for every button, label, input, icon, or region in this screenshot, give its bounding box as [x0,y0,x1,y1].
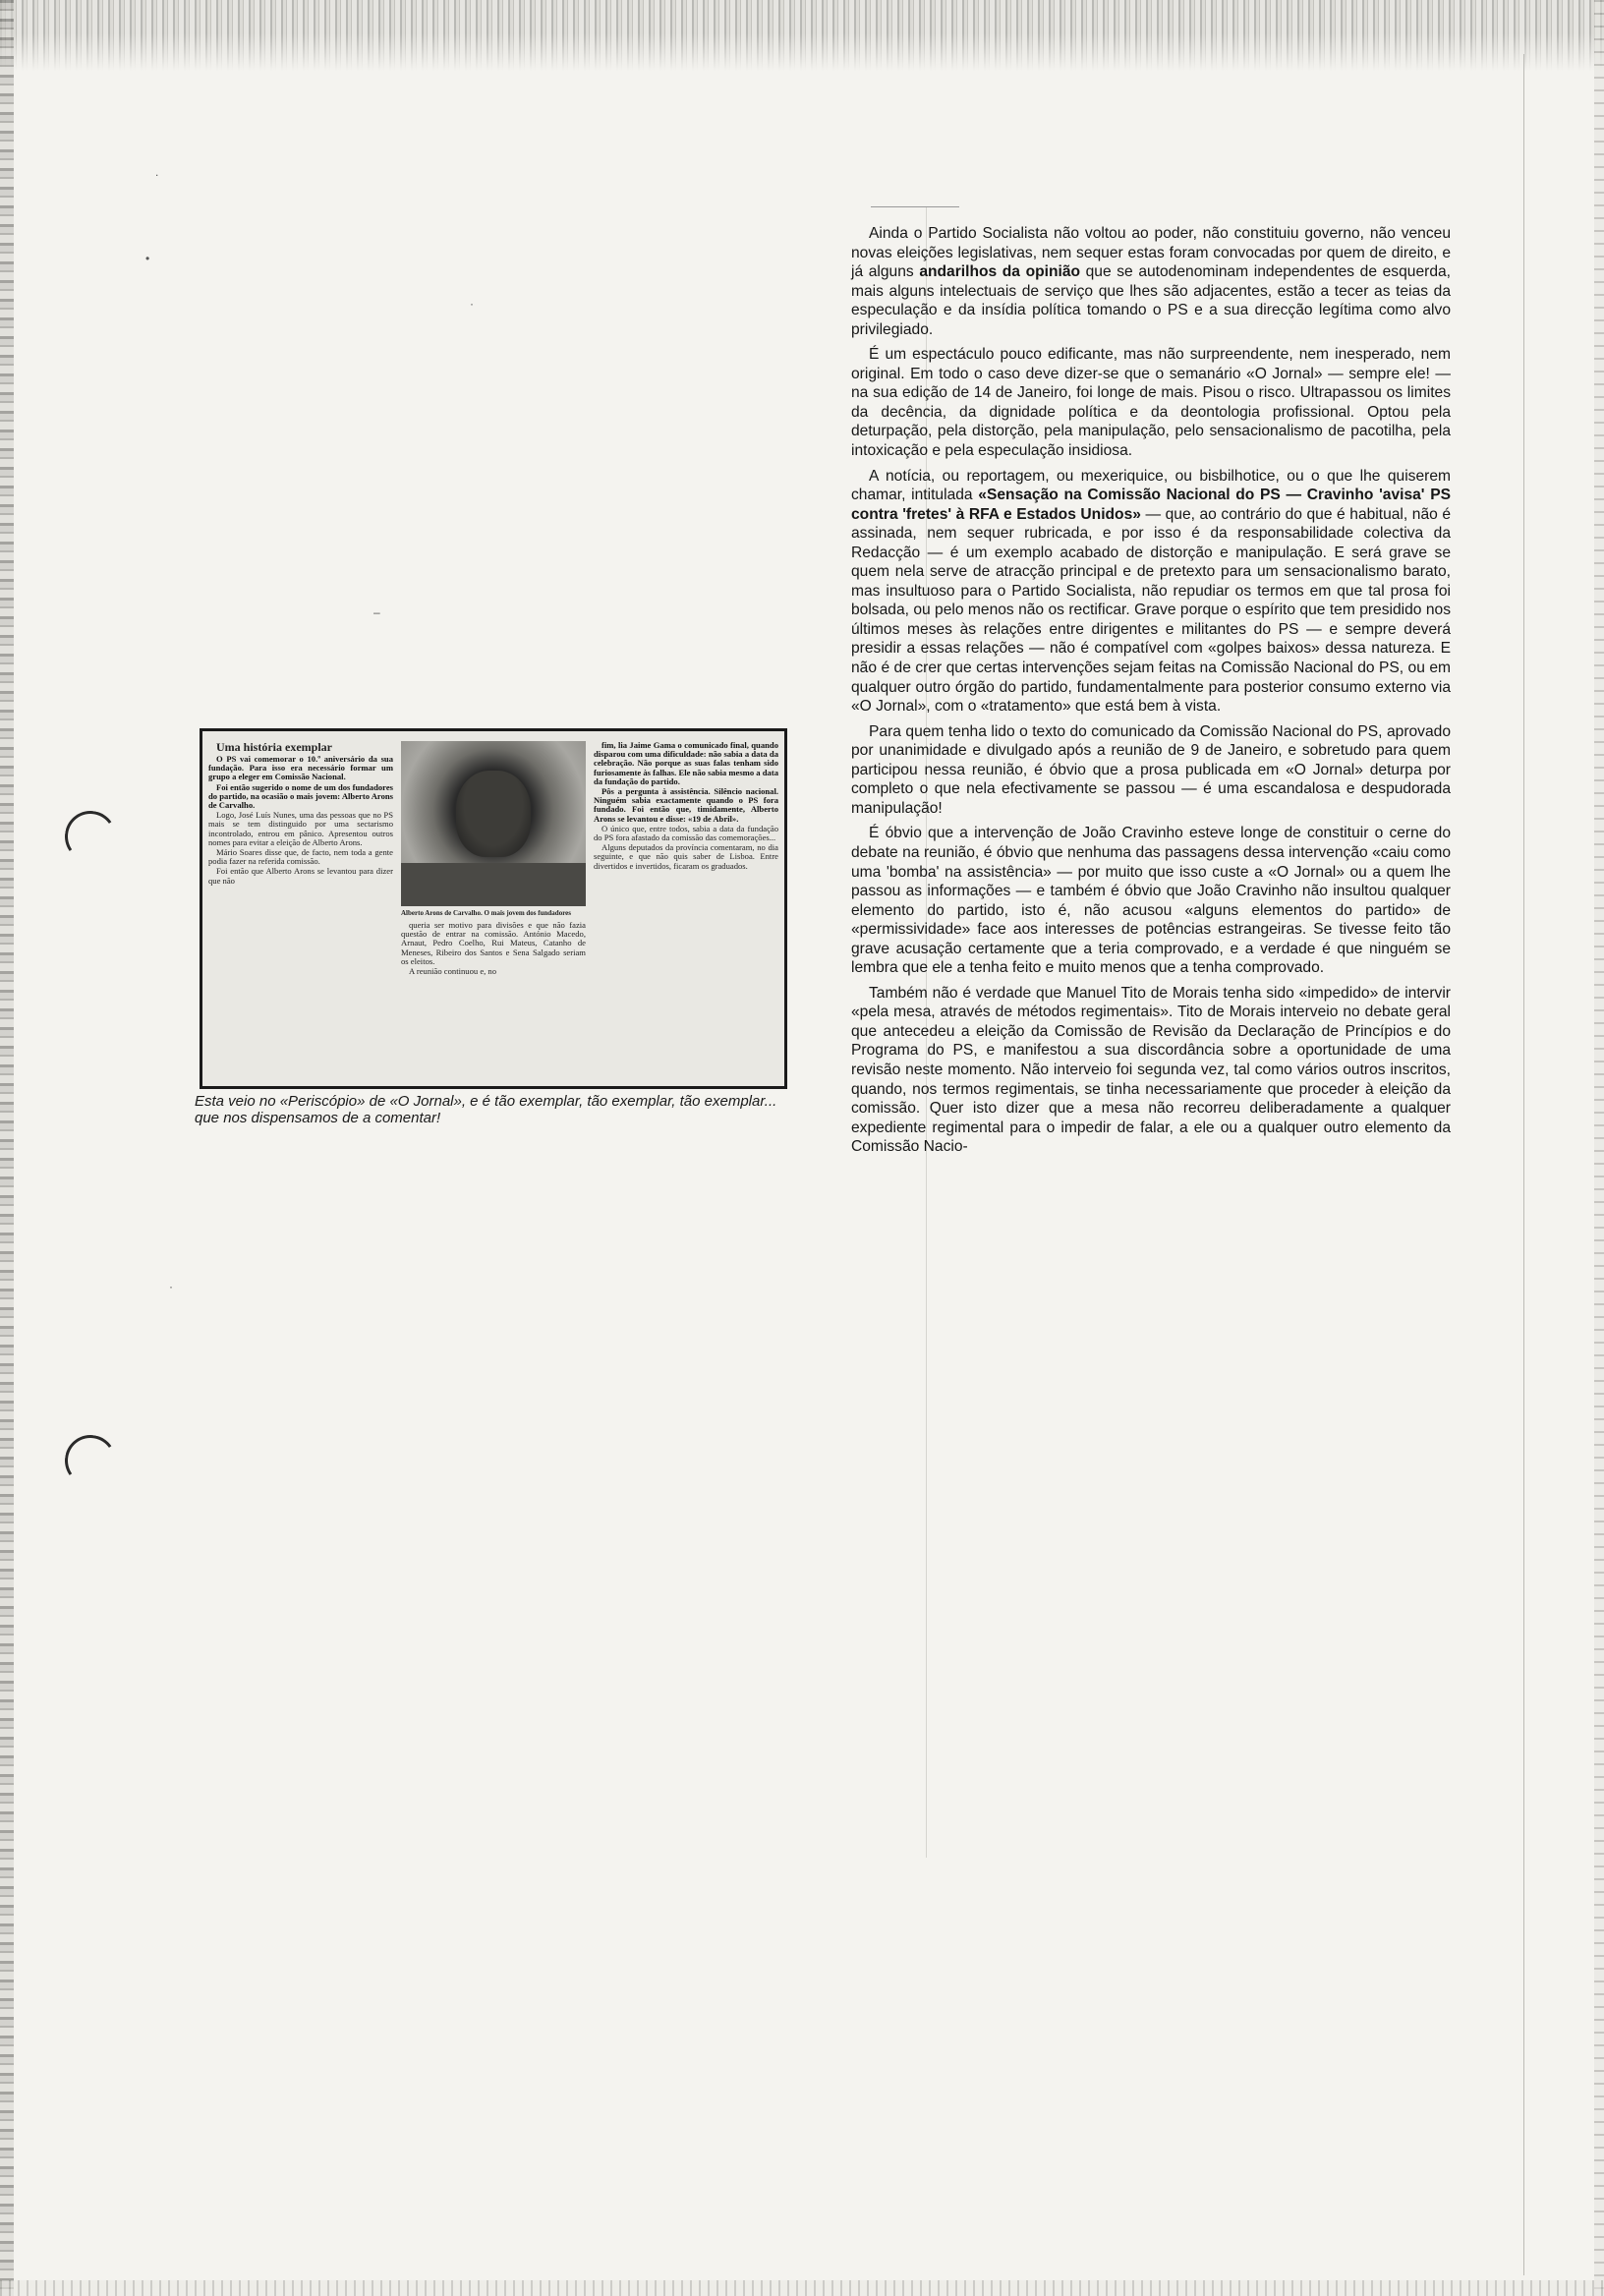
speck: – [373,605,380,619]
scan-edge-left [0,0,14,2296]
clipping-paragraph: A reunião continuou e, no [409,966,497,977]
clipping-paragraph: Foi então sugerido o nome de um dos fundadores do partido, na ocasião o mais jovem: Alberto Arons de Carvalho. [208,781,393,811]
speck: · [169,1280,173,1293]
clipping-paragraph: O único que, entre todos, sabia a data da fundação do PS fora afastado da comissão das comemorações... [594,823,778,843]
clipping-note: Esta veio no «Periscópio» de «O Jornal», e é tão exemplar, tão exemplar, tão exemplar... que nos dispensamos de a comentar! [195,1093,777,1126]
punch-hole-mark [61,1431,120,1490]
header-rule [871,206,959,207]
clipping-column-1 [208,741,393,1080]
clipping-headline: Uma história exemplar [216,741,332,754]
punch-hole-mark [61,807,120,866]
scan-edge-bottom [0,2280,1604,2296]
article-paragraph-3 [851,467,1451,717]
clipping-paragraph: O PS vai comemorar o 10.º aniversário da sua fundação. Para isso era necessário formar um grupo a eleger em Comissão Nacional. [208,754,393,782]
text: A notícia, ou reportagem, ou mexeriquice, ou bisbilhotice, ou o que lhe quiserem chamar, intitulada [851,467,1451,504]
clipping-paragraph: Alguns deputados da província comentaram, no dia seguinte, e que não quis saber de Lisboa. Entre divertidos e invertidos, ficaram os graduados. [594,842,778,871]
article-paragraph-2: É um espectáculo pouco edificante, mas não surpreendente, nem inesperado, nem original. Em todo o caso deve dizer-se que o semanário «O Jornal» — sempre ele! — na sua edição de 14 de Janeiro, foi longe de mais. Pisou o risco. Ultrapassou os limites da decência, da dignidade política e da deontologia profissional. Optou pela deturpação, pela distorção, pela manipulação, pelo sensacionalismo de pacotilha, pela intoxicação e pela especulação insidiosa. [851,346,1451,460]
clipping-paragraph: Mário Soares disse que, de facto, nem toda a gente podia fazer na referida comissão. [208,847,393,867]
text: — que, ao contrário do que é habitual, não é assinada, nem sequer rubricada, e por isso é da responsabilidade colectiva da Redacção — é um exemplo acabado de distorção e manipulação. E será grave se quem nela serve de atracção principal e de pretexto para um sensacionalismo barato, mas insultuoso para o Partido Socialista, não repudiar os termos em que tal prosa foi bolsada, ou pelo menos não os rectificar. Grave porque o espírito que tem presidido nos últimos meses às relações entre dirigentes e militantes do PS — e sempre deverá presidir a essas relações — não é compatível com «golpes baixos» dessa natureza. E não é de crer que certas intervenções sejam feitas na Comissão Nacional do PS, ou em qualquer outro órgão do partido, fundamentalmente para posterior consumo externo via «O Jornal», com o «tratamento» que está bem à vista. [851,505,1451,716]
clipping-photo-caption: Alberto Arons de Carvalho. O mais jovem dos fundadores [401,909,572,917]
clipping-portrait-photo [401,741,586,906]
article-paragraph-6: Também não é verdade que Manuel Tito de Morais tenha sido «impedido» de intervir «pela mesa, através de métodos regimentais». Tito de Morais interveio no debate geral que antecedeu a eleição da Comissão de Revisão da Declaração de Princípios e do Programa do PS, e manifestou a sua discordância sobre a oportunidade de uma revisão neste momento. Não interveio foi segunda vez, tal como vários outros inscritos, quando, nos termos regimentais, se tinha necessariamente que proceder à eleição da comissão. Quer isto dizer que a mesa não recorreu deliberadamente a qualquer expediente regimental para o impedir de falar, a ele ou a qualquer outro elemento da Comissão Nacio- [851,984,1451,1156]
clipping-column-2 [401,741,586,1080]
clipping-paragraph: queria ser motivo para divisões e que não fazia questão de entrar na comissão. António Macedo, Arnaut, Pedro Coelho, Rui Mateus, Catanho de Meneses, Ribeiro dos Santos e Sena Salgado seriam os eleitos. [401,920,586,966]
newspaper-clipping [200,728,787,1089]
bold-text: andarilhos da opinião [919,263,1081,281]
clipping-column-3 [594,741,778,1080]
scan-edge-right [1594,0,1604,2296]
clipping-paragraph: Foi então que Alberto Arons se levantou para dizer que não [208,866,393,886]
article-body [851,224,1451,1163]
article-paragraph-4: Para quem tenha lido o texto do comunicado da Comissão Nacional do PS, aprovado por unanimidade e divulgado após a reunião de 9 de Janeiro, e sobretudo para quem participou nessa reunião, é óbvio que a prosa publicada em «O Jornal» deturpa por completo o que nela efectivamente se passou — é uma escandalosa e despudorada manipulação! [851,722,1451,817]
scan-noise-top [0,0,1604,71]
text: Ainda o Partido Socialista não voltou ao poder, não constituiu governo, não venceu novas eleições legislativas, nem sequer estas foram convocadas por quem de direito, e já alguns [851,225,1451,281]
speck: . [155,165,159,179]
clipping-paragraph: fim, lia Jaime Gama o comunicado final, quando disparou com uma dificuldade: não sabia a data da celebração. Não porque as suas falas tenham sido furiosamente às falhas. Ele não sabia mesmo a data da fundação do partido. [594,741,778,786]
speck: • [145,252,150,265]
text: que se autodenominam independentes de esquerda, mais alguns intelectuais de serviço que lhes são adjacentes, estão a tecer as teias da especulação e da insídia política tomando o PS e a sua direcção legítima como alvo privilegiado. [851,263,1451,338]
article-paragraph-1 [851,224,1451,339]
speck: · [470,297,474,311]
clipping-paragraph: Pôs a pergunta à assistência. Silêncio nacional. Ninguém sabia exactamente quando o PS fora fundado. Foi então que, timidamente, Alberto Arons se levantou e disse: «19 de Abril». [594,786,778,824]
clipping-paragraph: Logo, José Luís Nunes, uma das pessoas que no PS mais se tem distinguido por uma sectarismo incontrolado, entrou em pânico. Apresentou outros nomes para evitar a eleição de Alberto Arons. [208,810,393,847]
fold-line [1523,54,1524,2275]
article-paragraph-5: É óbvio que a intervenção de João Cravinho esteve longe de constituir o cerne do debate na reunião, é óbvio que nenhuma das passagens dessa intervenção «caiu como uma 'bomba' na assistência» — por muito que isso custe a «O Jornal» ou a quem lhe passou as informações — e também é óbvio que João Cravinho não insultou qualquer elemento do partido, isto é, não acusou «alguns elementos do partido» de «permissividade» face aos interesses de potências estrangeiras. Se tivesse feito tão grave acusação certamente que a teria comprovado, e a verdade é que ninguém se lembra que ele a tenha feito e muito menos que a tenha comprovado. [851,825,1451,977]
bold-text: «Sensação na Comissão Nacional do PS — Cravinho 'avisa' PS contra 'fretes' à RFA e Estados Unidos» [851,487,1451,523]
